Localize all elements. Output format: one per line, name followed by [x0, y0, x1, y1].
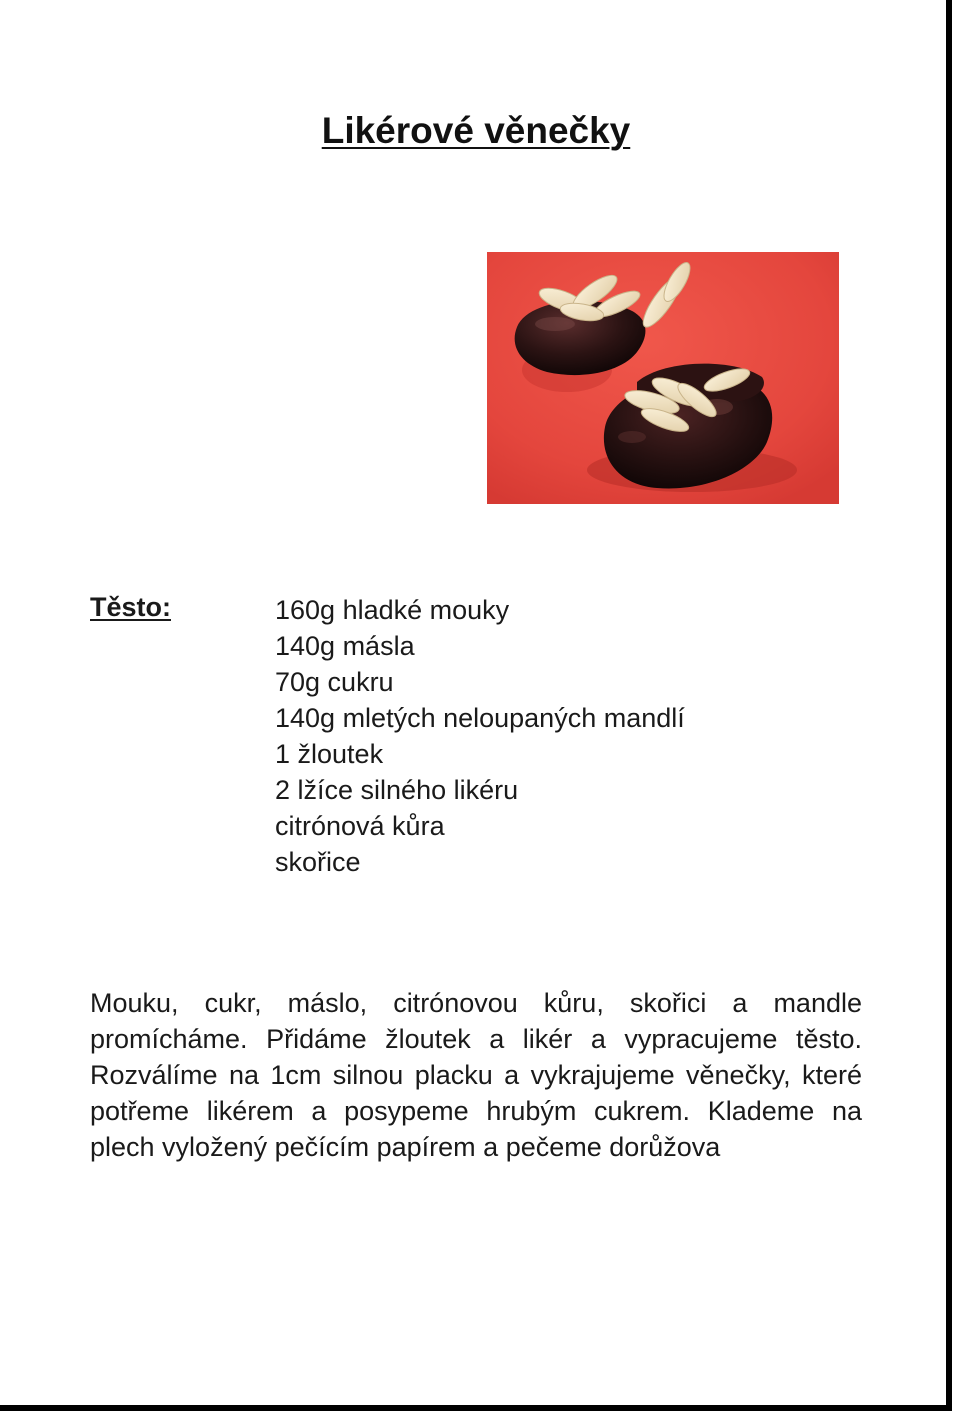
page-title: Likérové věnečky [321, 110, 631, 151]
ingredient-item: 140g mletých neloupaných mandlí [275, 703, 685, 733]
ingredient-item: 140g másla [275, 631, 415, 661]
recipe-photo [487, 252, 839, 504]
ingredient-item: 1 žloutek [275, 739, 384, 769]
instructions-paragraph: Mouku, cukr, máslo, citrónovou kůru, skořici a mandle promícháme. Přidáme žloutek a likér a vypracujeme těsto. Rozválíme na 1cm silnou placku a vykrajujeme věnečky, které potřeme likérem a posypeme hrubým cukrem. Klademe na plech vyložený pečícím papírem a pečeme dorůžova [90, 988, 862, 1162]
ingredient-item: 2 lžíce silného likéru [275, 775, 519, 805]
ingredients-list [275, 592, 685, 880]
page-border-right [946, 0, 952, 1408]
ingredient-item: 70g cukru [275, 667, 394, 697]
ingredient-item: 160g hladké mouky [275, 595, 510, 625]
section-label-dough: Těsto: [90, 592, 171, 622]
page-border-bottom [0, 1405, 952, 1411]
ingredient-item: skořice [275, 847, 361, 877]
ingredient-item: citrónová kůra [275, 811, 445, 841]
